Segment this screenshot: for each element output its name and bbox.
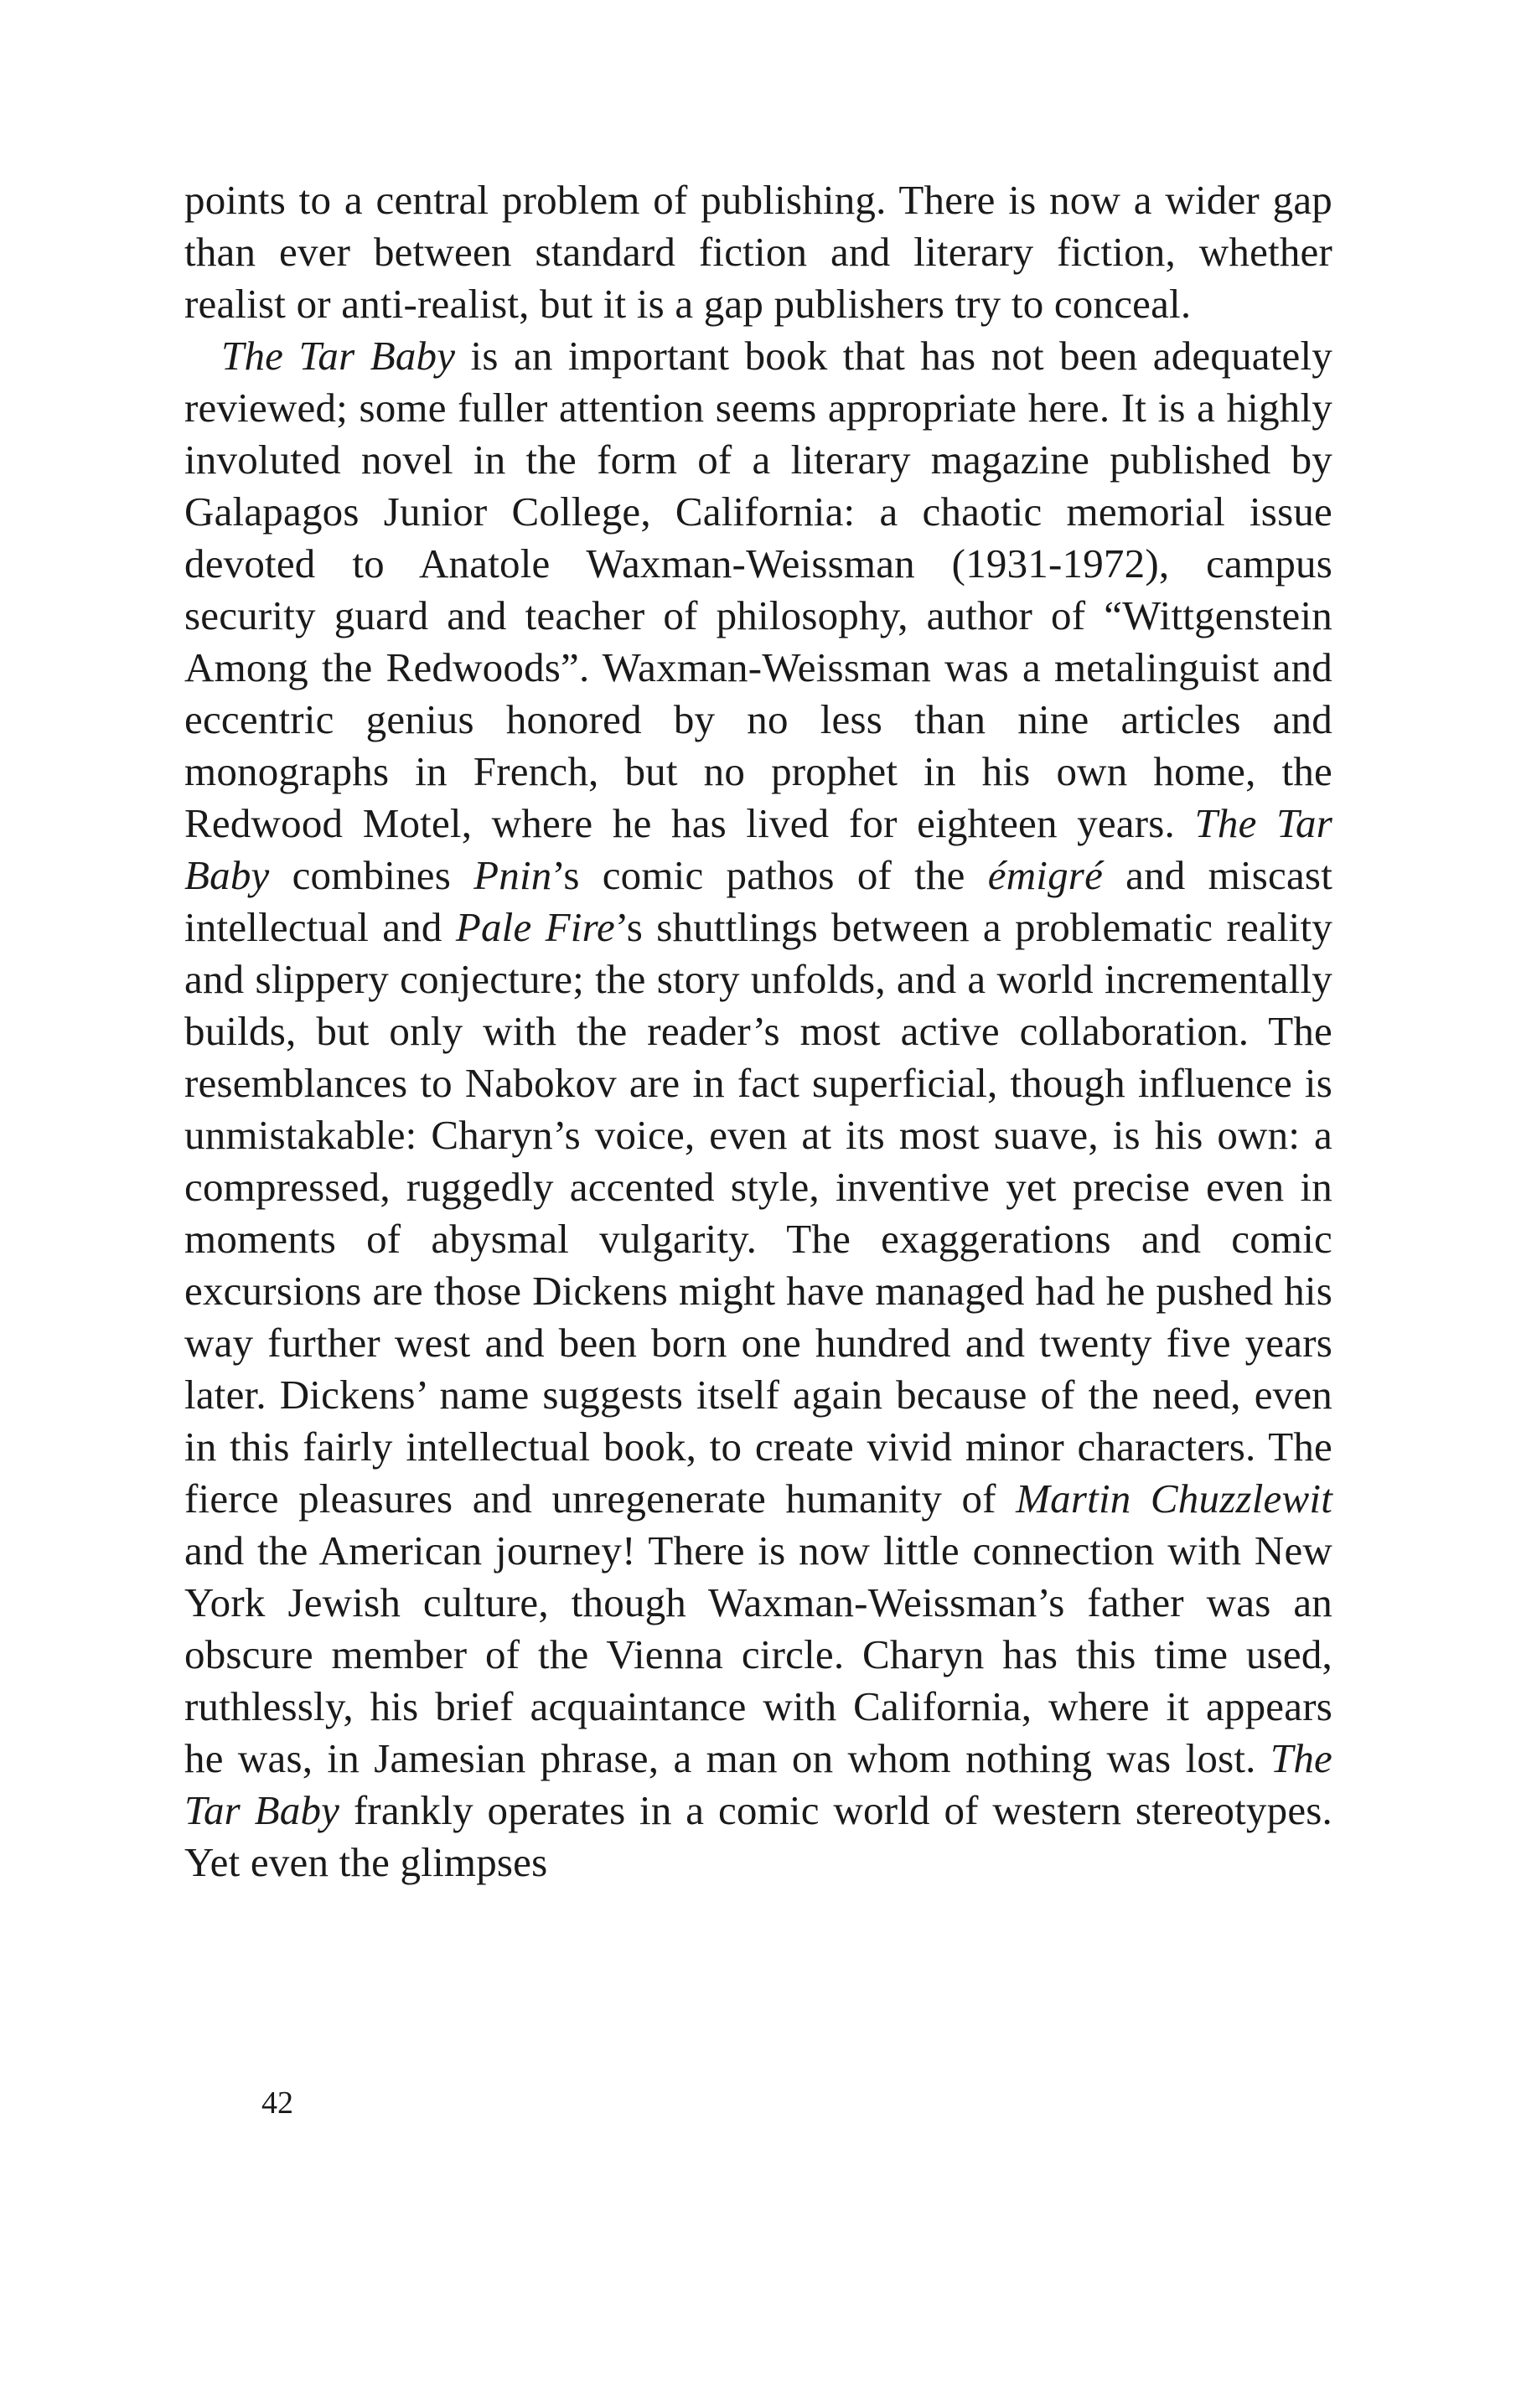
- book-title-pnin: Pnin: [473, 852, 552, 898]
- body-text: [184, 174, 1332, 1889]
- book-title-martin-chuzzlewit: Martin Chuzzlewit: [1016, 1475, 1333, 1522]
- paragraph-2-text: and the American journey! There is now little connection with New York Jewish culture, though Waxman-Weissman’s father was an obscure member of the Vienna circle. Charyn has this time used, ruthlessly, his brief acquaintance with California, where it appears he was, in Jamesian phrase, a man on whom nothing was lost.: [184, 1527, 1332, 1781]
- paragraph-2-text: frankly operates in a comic world of western stereotypes. Yet even the glimpses: [184, 1787, 1332, 1885]
- paragraph-1: [184, 174, 1332, 330]
- paragraph-2-text: combines: [269, 852, 474, 898]
- paragraph-1-text: points to a central problem of publishing. There is now a wider gap than ever between standard fiction and literary fiction, whether realist or anti-realist, but it is a gap publishers try to conceal.: [184, 177, 1332, 327]
- book-title-tar-baby: The Tar Baby: [184, 800, 1332, 898]
- book-title-tar-baby: The Tar Baby: [221, 333, 456, 379]
- paragraph-2-text: is an important book that has not been adequately reviewed; some fuller attention seems appropriate here. It is a highly involuted novel in the form of a literary magazine published by Galapagos Junior College, California: a chaotic memorial issue devoted to Anatole Waxman-Weissman (1931-1972), campus security guard and teacher of philosophy, author of “Wittgenstein Among the Redwoods”. Waxman-Weissman was a metalinguist and eccentric genius honored by no less than nine articles and monographs in French, but no prophet in his own home, the Redwood Motel, where he has lived for eighteen years.: [184, 333, 1333, 846]
- book-title-pale-fire: Pale Fire: [455, 904, 615, 950]
- book-title-tar-baby: The Tar Baby: [184, 1735, 1332, 1833]
- paragraph-2: [184, 330, 1332, 1889]
- page-number: 42: [261, 2085, 293, 2121]
- paragraph-2-text: ’s shuttlings between a problematic reality and slippery conjecture; the story unfolds, and a world incrementally builds, but only with the reader’s most active collaboration. The resemblances to Nabokov are in fact superficial, though influence is unmistakable: Charyn’s voice, even at its most suave, is his own: a compressed, ruggedly accented style, inventive yet precise even in moments of abysmal vulgarity. The exaggerations and comic excursions are those Dickens might have managed had he pushed his way further west and been born one hundred and twenty five years later. Dickens’ name suggests itself again because of the need, even in this fairly intellectual book, to create vivid minor characters. The fierce pleasures and unregenerate humanity of: [184, 904, 1333, 1522]
- paragraph-2-text: and miscast intellectual and: [184, 852, 1333, 950]
- italic-word-emigre: émigré: [987, 852, 1104, 898]
- paragraph-2-text: ’s comic pathos of the: [551, 852, 988, 898]
